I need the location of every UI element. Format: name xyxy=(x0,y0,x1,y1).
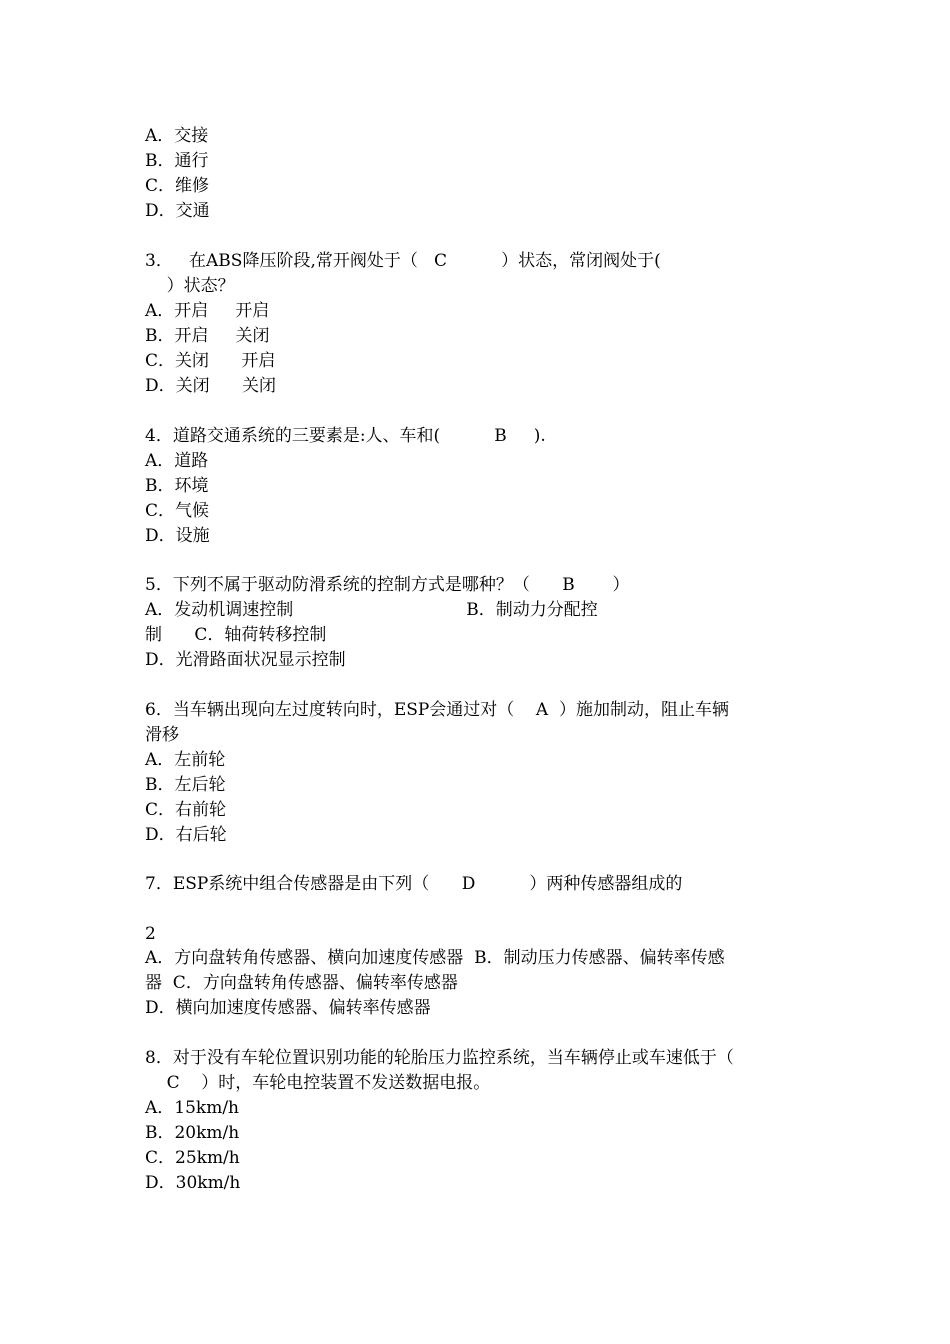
q2-option-b: B．通行 xyxy=(145,151,209,171)
q6-option-a: A．左前轮 xyxy=(145,750,226,770)
q6-option-b: B．左后轮 xyxy=(145,775,226,795)
q6-option-c: C．右前轮 xyxy=(145,800,227,820)
q7-stem: 7．ESP系统中组合传感器是由下列（ D ）两种传感器组成的 xyxy=(145,874,683,894)
q8-stem-line1: 8．对于没有车轮位置识别功能的轮胎压力监控系统，当车辆停止或车速低于（ xyxy=(145,1048,734,1068)
q8-option-c: C．25km/h xyxy=(145,1148,240,1168)
q8-stem-line2: C ）时，车轮电控装置不发送数据电报。 xyxy=(145,1073,491,1093)
q7-line-b: 器 C．方向盘转角传感器、偏转率传感器 xyxy=(145,973,458,993)
q4-stem: 4．道路交通系统的三要素是:人、车和( B ). xyxy=(145,426,546,446)
q2-option-a: A．交接 xyxy=(145,126,209,146)
q7-line-a: A．方向盘转角传感器、横向加速度传感器 B．制动压力传感器、偏转率传感 xyxy=(145,948,725,968)
q3-option-c: C．关闭 开启 xyxy=(145,351,276,371)
q5-line-b: 制 C．轴荷转移控制 xyxy=(145,625,327,645)
q8-option-b: B．20km/h xyxy=(145,1123,240,1143)
q4-option-c: C．气候 xyxy=(145,501,210,521)
q8-option-d: D．30km/h xyxy=(145,1173,241,1193)
q6-stem-line1: 6．当车辆出现向左过度转向时，ESP会通过对（ A ）施加制动，阻止车辆 xyxy=(145,700,730,720)
q5-line-c: D．光滑路面状况显示控制 xyxy=(145,650,346,670)
q2-option-c: C．维修 xyxy=(145,176,210,196)
page-number: 2 xyxy=(145,924,156,944)
q4-option-a: A．道路 xyxy=(145,451,209,471)
q4-option-b: B．环境 xyxy=(145,476,209,496)
q3-option-b: B．开启 关闭 xyxy=(145,326,270,346)
q3-option-d: D．关闭 关闭 xyxy=(145,376,277,396)
q8-option-a: A．15km/h xyxy=(145,1098,240,1118)
q5-stem: 5．下列不属于驱动防滑系统的控制方式是哪种？（ B ） xyxy=(145,575,630,595)
q6-option-d: D．右后轮 xyxy=(145,825,227,845)
q4-option-d: D．设施 xyxy=(145,526,210,546)
q5-line-a: A．发动机调速控制 B．制动力分配控 xyxy=(145,600,598,620)
q3-option-a: A．开启 开启 xyxy=(145,301,270,321)
q6-stem-line2: 滑移 xyxy=(145,725,179,745)
q3-stem-line2: ）状态？ xyxy=(145,276,235,296)
q2-option-d: D．交通 xyxy=(145,201,210,221)
q7-line-c: D．横向加速度传感器、偏转率传感器 xyxy=(145,998,431,1018)
q3-stem-line1: 3． 在ABS降压阶段,常开阀处于（ C ）状态，常闭阀处于( xyxy=(145,251,661,271)
